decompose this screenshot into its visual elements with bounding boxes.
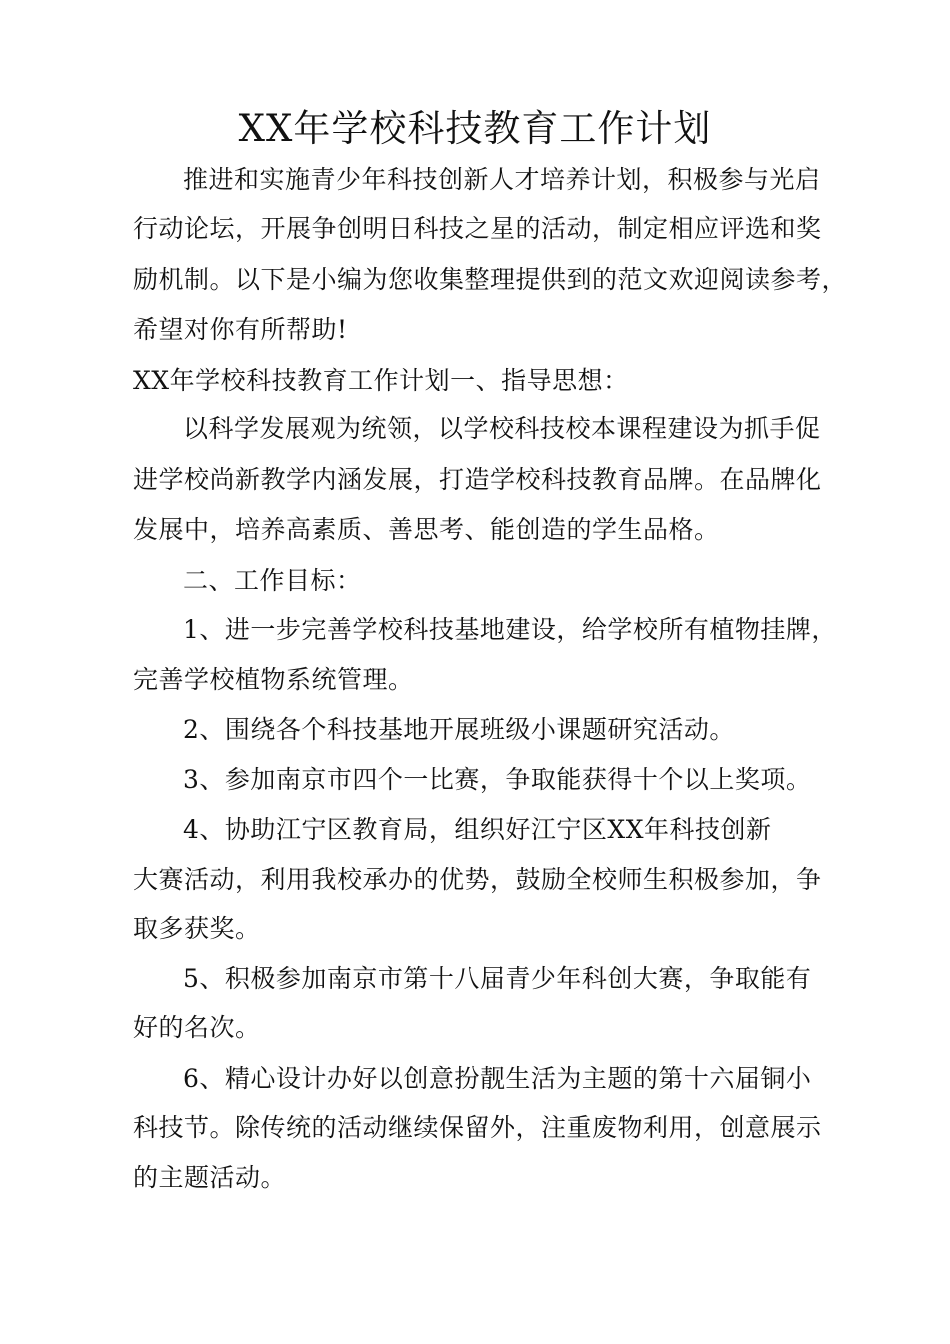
intro-line: 行动论坛，开展争创明日科技之星的活动，制定相应评选和奖 bbox=[133, 214, 822, 243]
document-title: XX年学校科技教育工作计划 bbox=[238, 107, 712, 150]
goal-2-line: 2、围绕各个科技基地开展班级小课题研究活动。 bbox=[183, 715, 735, 744]
goal-4-line: 4、协助江宁区教育局，组织好江宁区XX年科技创新 bbox=[183, 815, 772, 844]
section-heading-guiding-thought: XX年学校科技教育工作计划一、指导思想： bbox=[133, 366, 629, 395]
section1-body-line: 发展中，培养高素质、善思考、能创造的学生品格。 bbox=[133, 515, 720, 544]
goal-4-line: 大赛活动，利用我校承办的优势，鼓励全校师生积极参加，争 bbox=[133, 865, 822, 894]
goal-5-line: 好的名次。 bbox=[133, 1013, 261, 1042]
intro-line: 希望对你有所帮助! bbox=[133, 315, 348, 344]
section-heading-work-goals: 二、工作目标： bbox=[183, 566, 362, 595]
intro-line: 励机制。以下是小编为您收集整理提供到的范文欢迎阅读参考， bbox=[133, 265, 848, 294]
goal-3-line: 3、参加南京市四个一比赛，争取能获得十个以上奖项。 bbox=[183, 765, 812, 794]
goal-1-line: 完善学校植物系统管理。 bbox=[133, 665, 414, 694]
section1-body-line: 以科学发展观为统领，以学校科技校本课程建设为抓手促 bbox=[183, 414, 821, 443]
goal-4-line: 取多获奖。 bbox=[133, 914, 261, 943]
goal-6-line: 科技节。除传统的活动继续保留外，注重废物利用，创意展示 bbox=[133, 1113, 822, 1142]
section1-body-line: 进学校尚新教学内涵发展，打造学校科技教育品牌。在品牌化 bbox=[133, 465, 822, 494]
goal-1-line: 1、进一步完善学校科技基地建设，给学校所有植物挂牌， bbox=[183, 615, 837, 644]
goal-6-line: 6、精心设计办好以创意扮靓生活为主题的第十六届铜小 bbox=[183, 1064, 812, 1093]
goal-5-line: 5、积极参加南京市第十八届青少年科创大赛，争取能有 bbox=[183, 964, 812, 993]
goal-6-line: 的主题活动。 bbox=[133, 1163, 287, 1192]
intro-line: 推进和实施青少年科技创新人才培养计划，积极参与光启 bbox=[183, 165, 821, 194]
